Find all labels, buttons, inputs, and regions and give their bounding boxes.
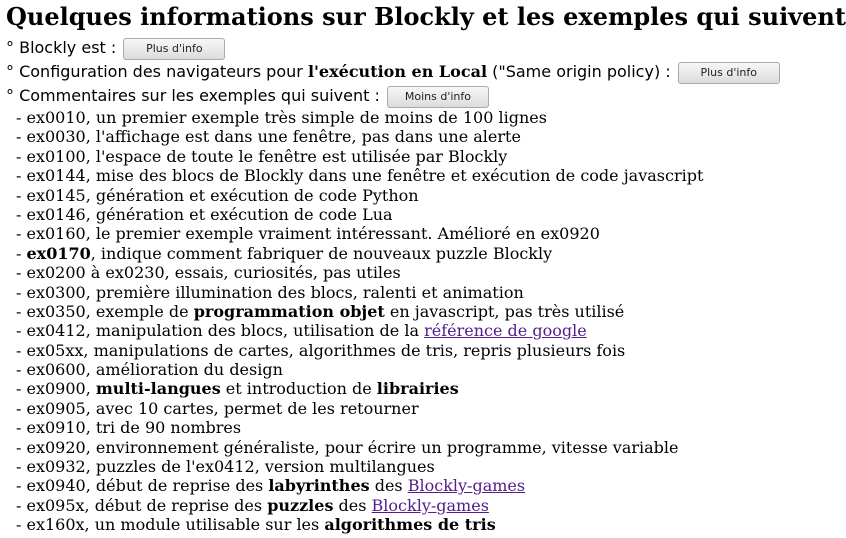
list-item-ex0144: - ex0144, mise des blocs de Blockly dans une fenêtre et exécution de code javascript — [16, 166, 704, 186]
intro-config-bold: l'exécution en Local — [307, 62, 488, 81]
ex0170-prefix: - — [16, 243, 27, 263]
intro-comments — [6, 84, 846, 108]
ex0900-text-b: et introduction de — [220, 379, 377, 399]
list-item-ex0200: - ex0200 à ex0230, essais, curiosités, pas utiles — [16, 263, 401, 283]
list-item-ex0920: - ex0920, environnement généraliste, pour écrire un programme, vitesse variable — [16, 437, 679, 457]
comments-less-info-button[interactable]: Moins d'info — [387, 86, 489, 108]
list-item-ex0030: - ex0030, l'affichage est dans une fenêtre, pas dans une alerte — [16, 127, 521, 147]
list-item-ex0350 — [6, 302, 846, 321]
intro-config-text-b: ("Same origin policy) : — [487, 62, 676, 81]
ex0940-bold: labyrinthes — [268, 476, 370, 496]
list-item-ex0160: - ex0160, le premier exemple vraiment intéressant. Amélioré en ex0920 — [16, 224, 600, 244]
list-item-ex0940 — [6, 476, 846, 495]
example-list — [6, 108, 846, 535]
ex0940-text-b: des — [369, 476, 408, 496]
list-item-ex0300: - ex0300, première illumination des blocs, ralenti et animation — [16, 282, 524, 302]
intro-blockly — [6, 36, 846, 60]
ex0900-bold-libraries: librairies — [376, 379, 459, 399]
list-item-ex0932: - ex0932, puzzles de l'ex0412, version multilangues — [16, 457, 435, 477]
intro-comments-text: ° Commentaires sur les exemples qui suivent : — [6, 86, 385, 105]
list-item-ex0170 — [6, 244, 846, 263]
blockly-games-link-puzzles[interactable]: Blockly-games — [371, 495, 489, 515]
ex095x-text-b: des — [333, 495, 372, 515]
config-more-info-button[interactable]: Plus d'info — [678, 62, 780, 84]
list-item-ex160x — [6, 515, 846, 534]
list-item-ex0010: - ex0010, un premier exemple très simple de moins de 100 lignes — [16, 108, 547, 127]
google-reference-link[interactable]: référence de google — [424, 321, 587, 341]
list-item-ex0600: - ex0600, amélioration du design — [16, 360, 283, 380]
intro-config-text-a: ° Configuration des navigateurs pour — [6, 62, 308, 81]
list-item-ex0905: - ex0905, avec 10 cartes, permet de les retourner — [16, 398, 419, 418]
list-item-ex095x — [6, 496, 846, 515]
ex0900-bold-multilang: multi-langues — [95, 379, 221, 399]
ex0900-text-a: - ex0900, — [16, 379, 96, 399]
list-item-ex05xx: - ex05xx, manipulations de cartes, algorithmes de tris, repris plusieurs fois — [16, 340, 626, 360]
ex0350-text-a: - ex0350, exemple de — [16, 301, 194, 321]
ex0412-text: - ex0412, manipulation des blocs, utilisation de la — [16, 321, 425, 341]
ex0350-text-b: en javascript, pas très utilisé — [384, 301, 625, 321]
page-title: Quelques informations sur Blockly et les exemples qui suivent — [6, 2, 846, 31]
ex095x-text-a: - ex095x, début de reprise des — [16, 495, 268, 515]
ex0940-text-a: - ex0940, début de reprise des — [16, 476, 269, 496]
ex160x-text-a: - ex160x, un module utilisable sur les — [16, 515, 325, 535]
intro-blockly-text: ° Blockly est : — [6, 38, 122, 57]
list-item-ex0146: - ex0146, génération et exécution de code Lua — [16, 204, 393, 224]
ex0350-bold: programmation objet — [193, 301, 385, 321]
ex0170-rest: , indique comment fabriquer de nouveaux puzzle Blockly — [90, 243, 553, 263]
list-item-ex0412 — [6, 321, 846, 340]
ex0170-bold: ex0170 — [26, 243, 91, 263]
intro-browser-config — [6, 60, 846, 84]
list-item-ex0100: - ex0100, l'espace de toute le fenêtre est utilisée par Blockly — [16, 146, 508, 166]
ex095x-bold: puzzles — [267, 495, 334, 515]
ex160x-bold: algorithmes de tris — [324, 515, 496, 535]
list-item-ex0900 — [6, 379, 846, 398]
blockly-games-link-labyrinths[interactable]: Blockly-games — [407, 476, 526, 496]
blockly-more-info-button[interactable]: Plus d'info — [123, 38, 225, 60]
list-item-ex0910: - ex0910, tri de 90 nombres — [16, 418, 242, 438]
list-item-ex0145: - ex0145, génération et exécution de code Python — [16, 185, 419, 205]
